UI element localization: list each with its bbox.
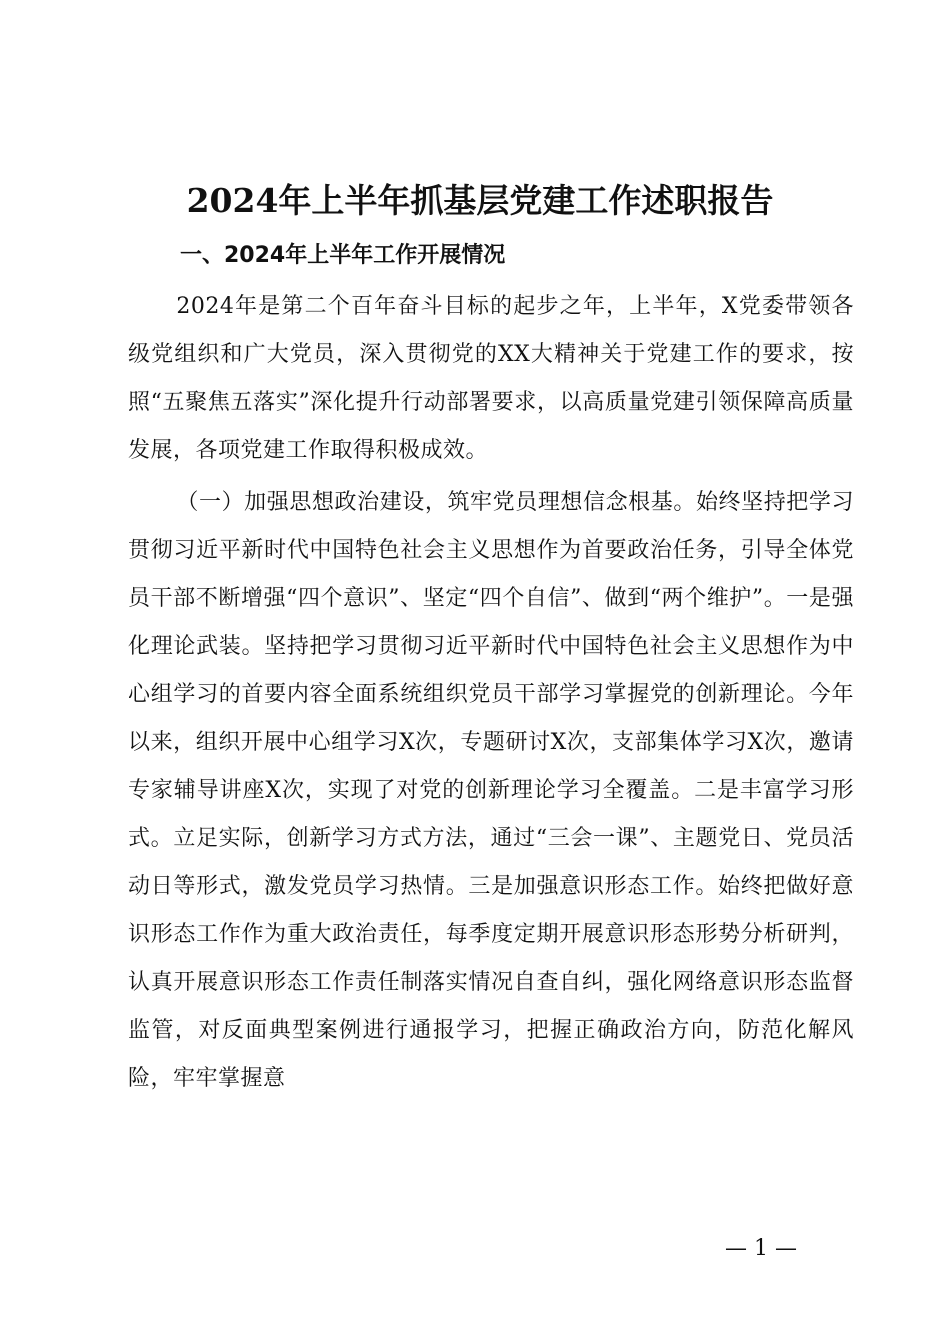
document-title: 2024年上半年抓基层党建工作述职报告 xyxy=(186,181,774,220)
page-number: — 1 — xyxy=(725,1236,797,1261)
paragraph-political-building: （一）加强思想政治建设，筑牢党员理想信念根基。始终坚持把学习贯彻习近平新时代中国特色社会主义思想作为首要政治任务，引导全体党员干部不断增强“四个意识”、坚定“四个自信”、做到“两个维护”。一是强化理论武装。坚持把学习贯彻习近平新时代中国特色社会主义思想作为中心组学习的首要内容全面系统组织党员干部学习掌握党的创新理论。今年以来，组织开展中心组学习X次，专题研讨X次，支部集体学习X次，邀请专家辅导讲座X次，实现了对党的创新理论学习全覆盖。二是丰富学习形式。立足实际，创新学习方式方法，通过“三会一课”、主题党日、党员活动日等形式，激发党员学习热情。三是加强意识形态工作。始终把做好意识形态工作作为重大政治责任，每季度定期开展意识形态形势分析研判，认真开展意识形态工作责任制落实情况自查自纠，强化网络意识形态监督监管，对反面典型案例进行通报学习，把握正确政治方向，防范化解风险，牢牢掌握意 xyxy=(128,490,854,1091)
section-heading: 一、2024年上半年工作开展情况 xyxy=(180,243,506,268)
paragraph-intro: 2024年是第二个百年奋斗目标的起步之年，上半年，X党委带领各级党组织和广大党员，深入贯彻党的XX大精神关于党建工作的要求，按照“五聚焦五落实”深化提升行动部署要求，以高质量党建引领保障高质量发展，各项党建工作取得积极成效。 xyxy=(128,294,854,463)
